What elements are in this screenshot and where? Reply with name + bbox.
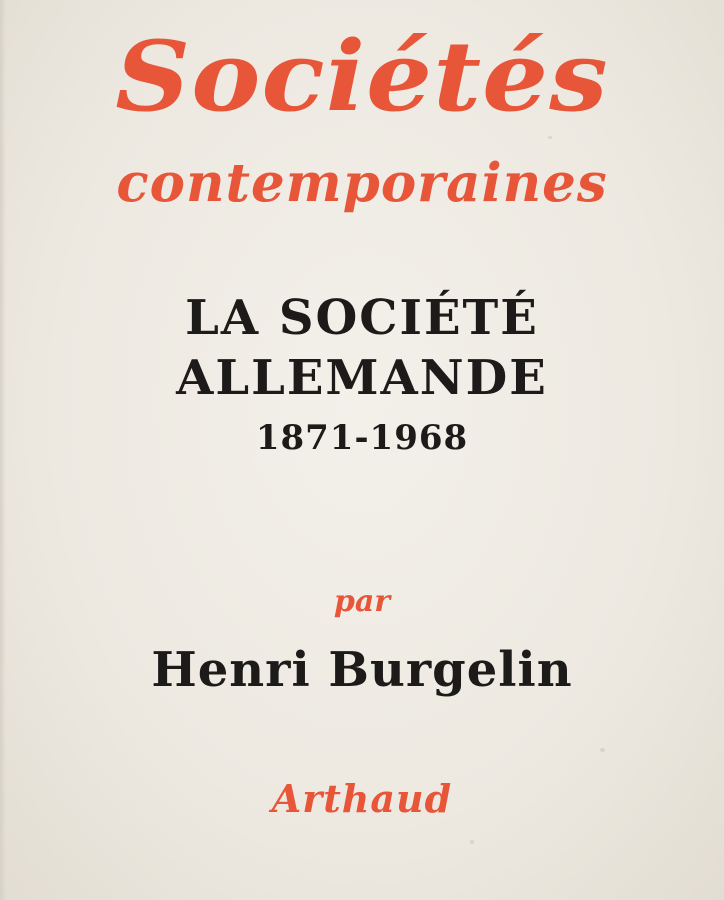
paper-speck <box>600 748 605 752</box>
series-subtitle: contemporaines <box>116 152 608 214</box>
by-label: par <box>333 584 391 619</box>
series-title: Sociétés <box>115 20 609 133</box>
paper-speck <box>470 840 474 844</box>
book-title-line-2: ALLEMANDE <box>176 350 548 406</box>
publisher-name: Arthaud <box>271 776 453 821</box>
paper-speck <box>548 136 552 139</box>
date-range: 1871-1968 <box>255 418 469 458</box>
book-title-line-1: LA SOCIÉTÉ <box>185 290 539 346</box>
author-name: Henri Burgelin <box>151 642 573 698</box>
